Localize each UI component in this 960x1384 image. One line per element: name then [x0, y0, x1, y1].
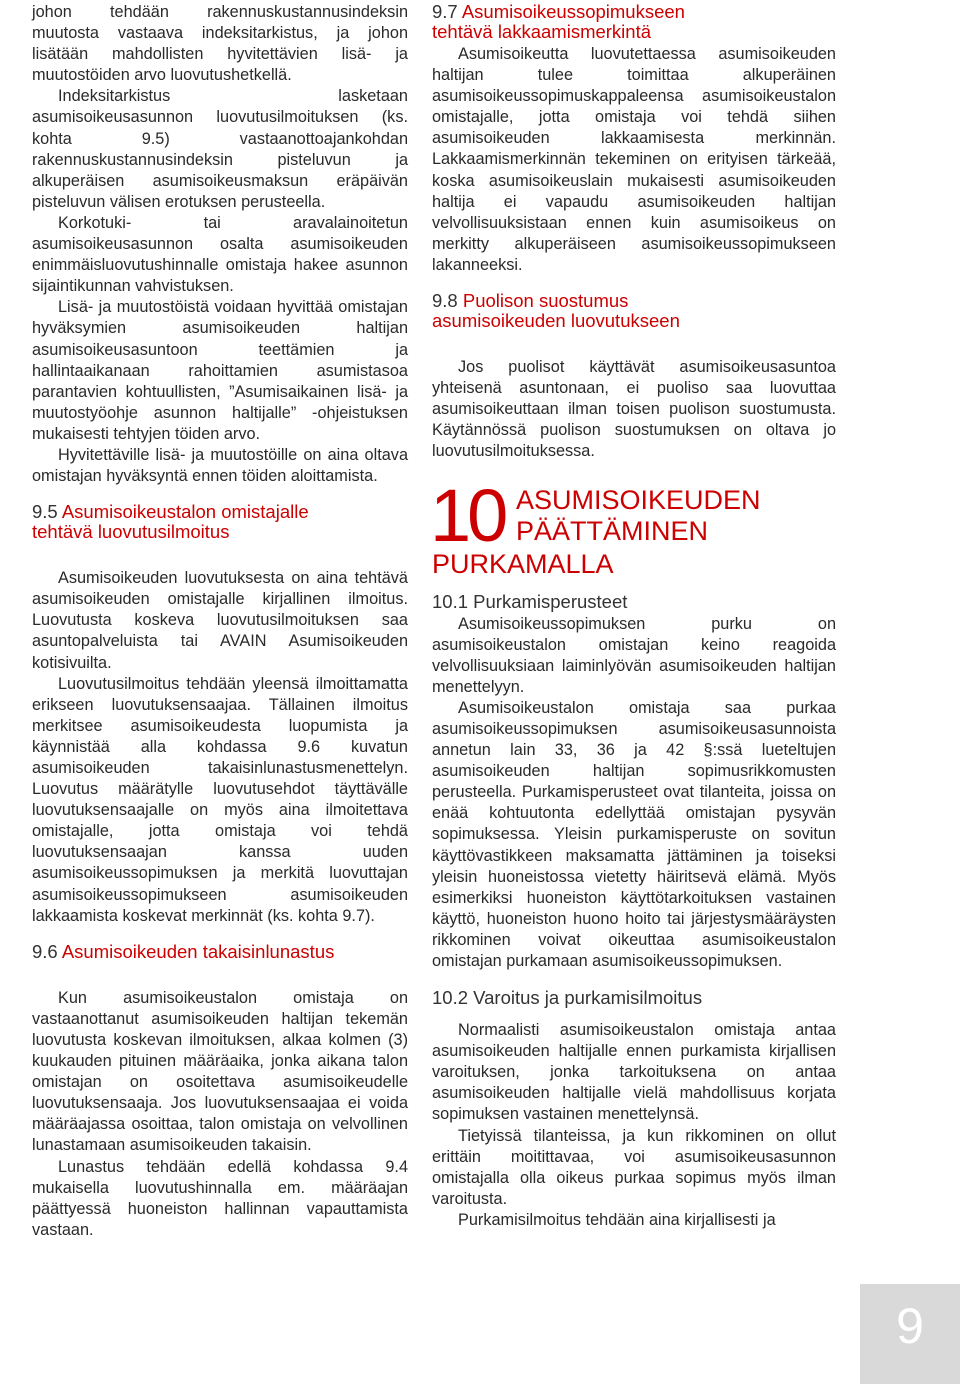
heading-9-7-number: 9.7	[432, 1, 458, 22]
paragraph-subsidized-confirmation: Korkotuki- tai aravalainoitetun asumisoikeusasunnon osalta asumisoikeuden enimmäisluovutushinnalle omistaja hakee asunnon sijaintikunnan vahvistuksen.	[32, 213, 408, 296]
heading-10-2-title: Varoitus ja purkamisilmoitus	[468, 987, 703, 1009]
paragraph-no-warning: Tietyissä tilanteissa, ja kun rikkominen on ollut erittäin moitittavaa, voi asumisoikeusasunnon omistajalla olla oikeus purkaa sopimus myös ilman varoitusta.	[432, 1126, 836, 1208]
paragraph-termination-means: Asumisoikeussopimuksen purku on asumisoikeustalon omistajan keino reagoida velvollisuuksiaan laiminlyövän asumisoikeuden haltijan menettelyyn.	[432, 614, 836, 696]
heading-10-2	[432, 987, 836, 1008]
heading-9-7-title-line1: Asumisoikeussopimukseen	[457, 1, 685, 22]
paragraph-redemption-period: Kun asumisoikeustalon omistaja on vastaanottanut asumisoikeuden haltijan tekemän luovutusta koskevan ilmoituksen, alkaa kolmen (3) kuukauden pituinen määräaika, jonka aikana talon omistajan on osoitettava asumisoikeudelle luovutuksensaaja. Jos luovutuksensaajaa ei voida määräajassa osoittaa, talon omistaja on velvollinen lunastamaan asumisoikeuden takaisin.	[32, 988, 408, 1155]
paragraph-spouse-consent: Jos puolisot käyttävät asumisoikeusasuntoa yhteisenä asuntonaan, ei puoliso saa luovuttaa asumisoikeuttaan ilman toisen puolison suostumusta. Käytännössä puolison suostumuksen on oltava jo luovutusilmoituksessa.	[432, 358, 836, 461]
paragraph-improvements-credit: Lisä- ja muutostöistä voidaan hyvittää omistajan hyväksymien asumisoikeuden haltijan asumisoikeusasuntoon teettämien ja hallintaaikanaan rahoittamien asumistasoa parantavien kohtuullisten, ”Asumisaikainen lisä- ja muutostyöohje asunnon haltijalle” -ohjeistuksen mukaisesti tehtyjen töiden arvo.	[32, 298, 408, 443]
heading-9-6-number: 9.6	[32, 940, 58, 962]
heading-9-7	[432, 2, 836, 42]
heading-10-1	[432, 591, 836, 612]
paragraph-warning: Normaalisti asumisoikeustalon omistaja antaa asumisoikeuden haltijalle ennen purkamista kirjallisen varoituksen, jonka tarkoituksena on antaa asumisoikeuden haltijalle vielä mahdollisuus korjata sopimuksen vastainen menettelynsä.	[432, 1021, 836, 1124]
heading-9-8-number: 9.8	[432, 290, 458, 312]
paragraph-termination-grounds: Asumisoikeustalon omistaja saa purkaa asumisoikeussopimuksen asumisoikeusasunnoista annetun lain 33, 36 ja 42 §:ssä lueteltujen asumisoikeuden haltijan sopimusrikkomusten perusteella. Purkamisperusteet ovat tilanteita, joissa on enää kohtuutonta edellyttää omistajan pysyvän sopimuksessa. Yleisin purkamisperuste on sovitun käyttövastikkeen maksamatta jättäminen ja toiseksi yleisin huoneistossa vietetty häiritsevä elämä. Myös esimerkiksi huoneiston käyttötarkoituksen vastainen käyttö, huoneiston huono hoito tai järjestysmääräysten rikkominen voivat oikeuttaa asumisoikeustalon omistajan purkamaan asumisoikeussopimuksen.	[432, 698, 836, 970]
paragraph-index-continuation: johon tehdään rakennuskustannusindeksin muutosta vastaava indeksitarkistus, ja johon lisätään mahdollisten hyvitettävien lisä- ja muutostöiden arvo luovutushetkellä.	[32, 3, 408, 85]
paragraph-notice-procedure: Luovutusilmoitus tehdään yleensä ilmoittamatta erikseen luovutuksensaajaa. Tällainen ilmoitus merkitsee asumisoikeudesta luopumista ja käynnistää alla kohdassa 9.6 kuvatun asumisoikeuden takaisinlunastusmenettelyn. Luovutus määrätylle luovutusehdot täyttävälle luovutuksensaajalle on myös aina ilmoitettava omistajalle, jotta omistaja voi tehdä luovutuksensaajan kanssa uuden asumisoikeussopimuksen ja merkitä luovuttajan asumisoikeussopimukseen asumisoikeuden lakkaamista koskevat merkinnät (ks. kohta 9.7).	[32, 674, 408, 925]
chapter-10-title	[430, 473, 836, 585]
left-column	[32, 2, 408, 1241]
paragraph-redemption-price: Lunastus tehdään edellä kohdassa 9.4 mukaisella luovutushinnalla em. määräajan päättyessä huoneiston hallinnan vapauttamista vastaan.	[32, 1157, 408, 1239]
heading-10-2-number: 10.2	[432, 987, 469, 1009]
chapter-number: 10	[430, 473, 505, 557]
chapter-title-line1: ASUMISOIKEUDEN	[516, 484, 761, 515]
chapter-title-line2: PÄÄTTÄMINEN	[516, 515, 709, 546]
heading-10-1-number: 10.1	[432, 590, 469, 612]
paragraph-termination-notice: Purkamisilmoitus tehdään aina kirjallisesti ja	[458, 1210, 776, 1229]
heading-9-8	[432, 291, 836, 331]
paragraph-owner-approval: Hyvitettäville lisä- ja muutostöille on aina oltava omistajan hyväksyntä ennen töiden aloittamista.	[32, 445, 408, 486]
page-number: 9	[896, 1298, 924, 1354]
heading-9-5-title-line1: Asumisoikeustalon omistajalle	[57, 501, 309, 523]
heading-9-6-title: Asumisoikeuden takaisinlunastus	[57, 940, 335, 962]
heading-9-8-title-line2: asumisoikeuden luovutukseen	[432, 310, 680, 332]
heading-9-5	[32, 502, 408, 542]
paragraph-written-notice: Asumisoikeuden luovutuksesta on aina tehtävä asumisoikeuden omistajalle kirjallinen ilmoitus. Luovutusta koskeva luovutusilmoituksen saa asuntopalveluista tai AVAIN Asumisoikeuden kotisivuilta.	[32, 569, 408, 672]
paragraph-termination-entry: Asumisoikeutta luovutettaessa asumisoikeuden haltijan tulee toimittaa alkuperäinen asumisoikeussopimuskappaleensa asumisoikeustalon omistajalle, jotta omistaja voi tehdä siihen asumisoikeuden lakkaamisesta merkinnän. Lakkaamismerkinnän tekeminen on erityisen tärkeää, koska asumisoikeuslain mukaisesti asumisoikeuden haltija ei vapaudu asumisoikeuden haltijan velvollisuuksistaan ennen kuin asumisoikeus on merkitty alkuperäiseen asumisoikeussopimukseen lakanneeksi.	[432, 45, 836, 274]
page-number-box	[860, 1284, 960, 1384]
heading-9-5-title-line2: tehtävä luovutusilmoitus	[32, 521, 230, 543]
heading-10-1-title: Purkamisperusteet	[468, 590, 628, 612]
heading-9-6	[32, 942, 408, 962]
heading-9-5-number: 9.5	[32, 501, 58, 523]
right-column	[432, 2, 836, 1231]
heading-9-7-title-line2: tehtävä lakkaamismerkintä	[432, 21, 652, 42]
chapter-title-line3: PURKAMALLA	[432, 548, 614, 579]
paragraph-index-adjustment: Indeksitarkistus lasketaan asumisoikeusasunnon luovutusilmoituksen (ks. kohta 9.5) vastaanottoajankohdan rakennuskustannusindeksin pisteluvun ja alkuperäisen asumisoikeusmaksun eräpäivän pisteluvun välisen erotuksen perusteella.	[32, 87, 408, 211]
heading-9-8-title-line1: Puolison suostumus	[457, 290, 629, 312]
